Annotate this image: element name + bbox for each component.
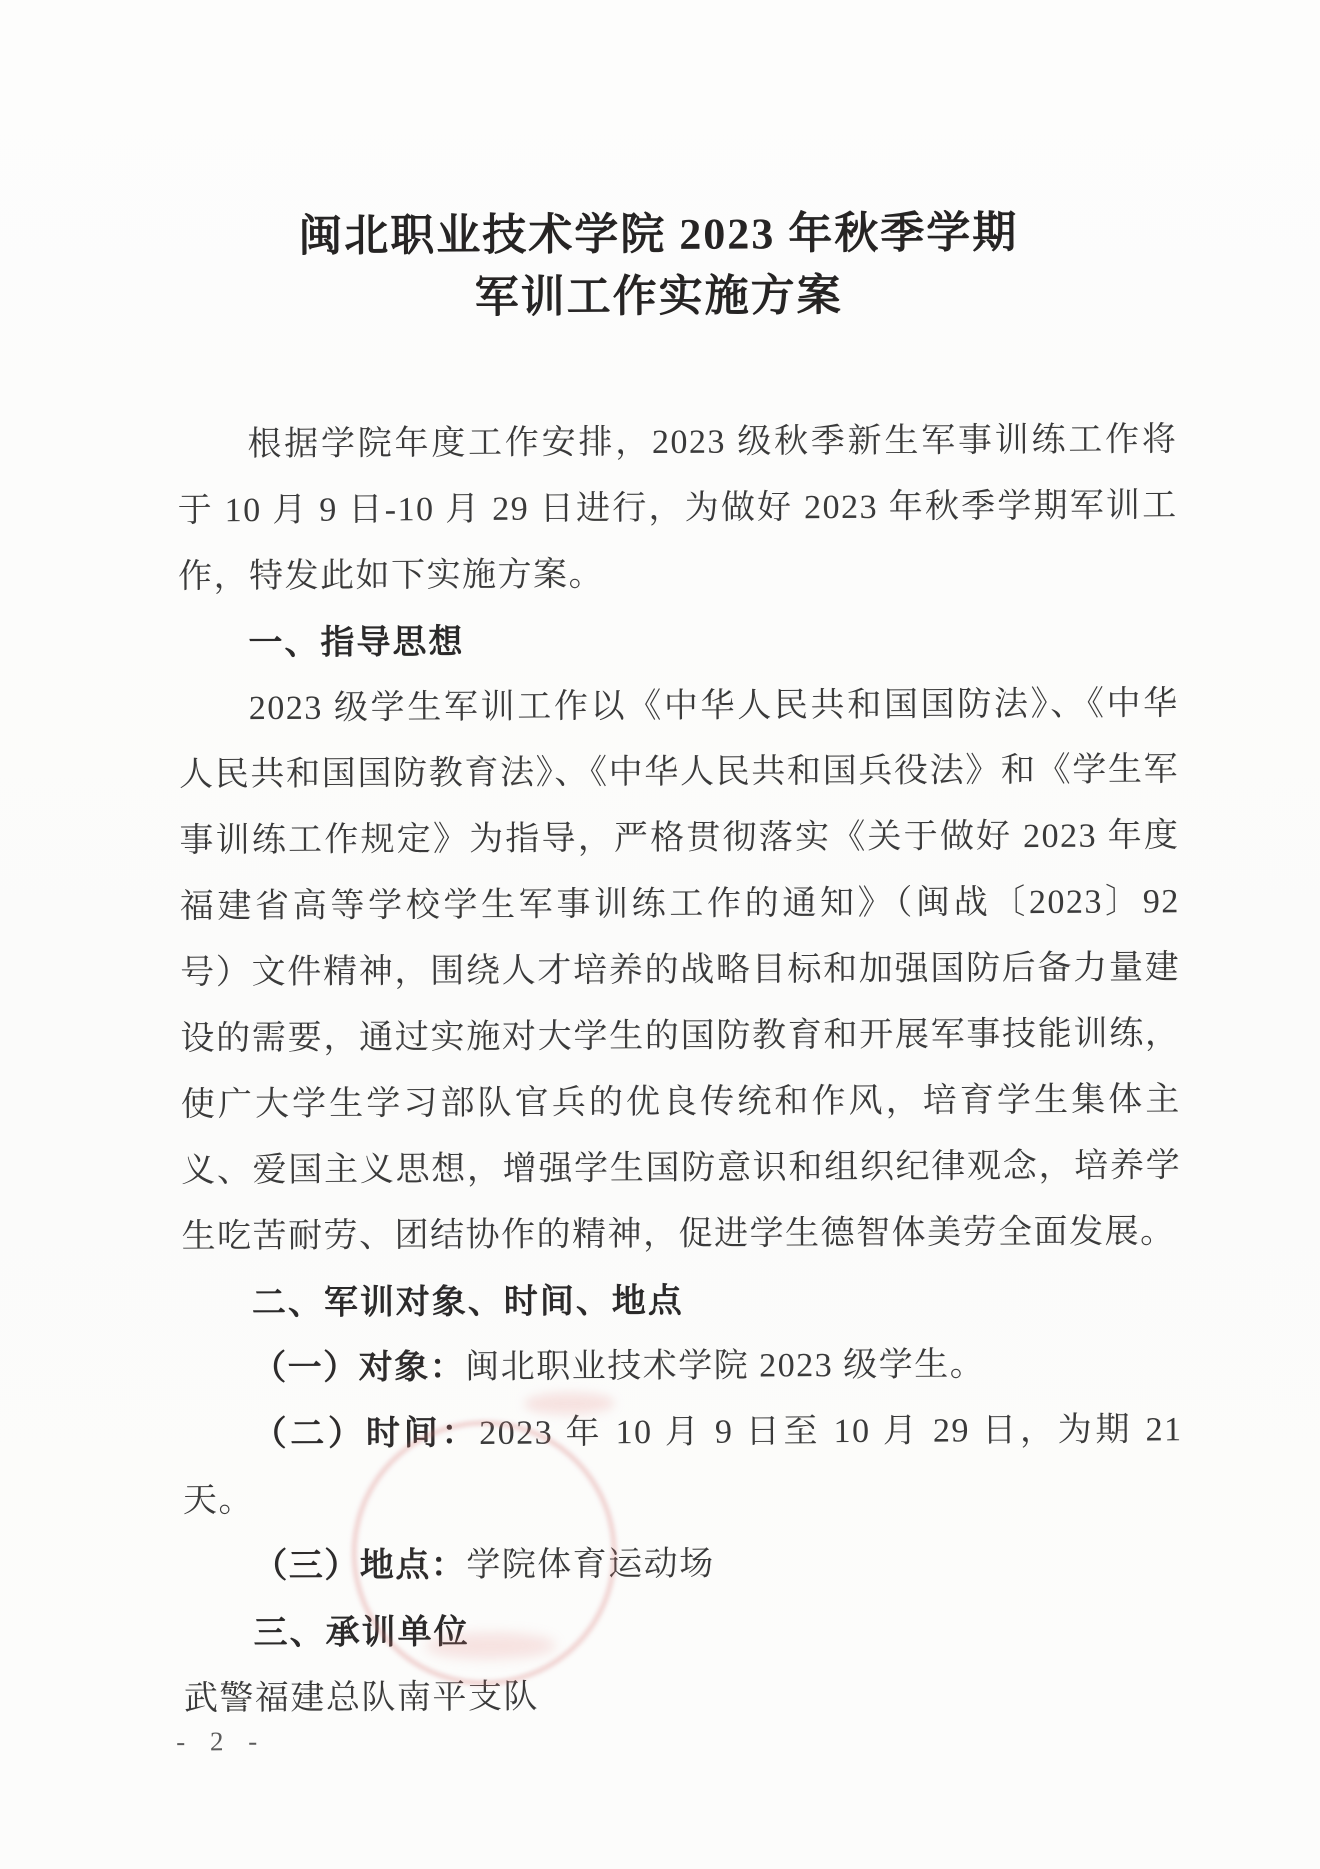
list-item-target (182, 1331, 1182, 1402)
document-title (0, 201, 1319, 332)
item-label-target: （一）对象： (252, 1349, 466, 1388)
page-number: - 2 - (176, 1726, 267, 1757)
intro-paragraph: 根据学院年度工作安排，2023 级秋季新生军事训练工作将于 10 月 9 日-10 月 29 日进行，为做好 2023 年秋季学期军训工作，特发此如下实施方案。 (177, 421, 1178, 596)
item-label-location: （三）地点： (253, 1547, 467, 1586)
title-line-2: 军训工作实施方案 (474, 271, 843, 322)
section3-paragraph: 武警福建总队南平支队 (183, 1678, 540, 1718)
section1-heading: 一、指导思想 (248, 623, 465, 663)
list-item-location (183, 1529, 1183, 1600)
item-text-location: 学院体育运动场 (466, 1545, 715, 1585)
section3-heading: 三、承训单位 (253, 1613, 470, 1653)
section1-paragraph: 2023 级学生军训工作以《中华人民共和国国防法》、《中华人民共和国国防教育法》、《中华人民共和国兵役法》和《学生军事训练工作规定》为指导，严格贯彻落实《关于做好 2023 年度福建省高等学校学生军事训练工作的通知》（闽战〔2023〕92 号）文件精神，围绕人才培养的战略目标和加强国防后备力量建设的需要，通过实施对大学生的国防教育和开展军事技能训练，使广大学生学习部队官兵的优良传统和作风，培育学生集体主义、爱国主义思想，增强学生国防意识和组织纪律观念，培养学生吃苦耐劳、团结协作的精神，促进学生德智体美劳全面发展。 (179, 685, 1182, 1256)
list-item-time (182, 1397, 1183, 1534)
title-line-1: 闽北职业技术学院 2023 年秋季学期 (298, 208, 1019, 261)
item-label-time: （二）时间： (252, 1414, 480, 1454)
section2-heading: 二、军训对象、时间、地点 (251, 1281, 684, 1323)
document-body (177, 407, 1184, 1732)
item-text-target: 闽北职业技术学院 2023 级学生。 (465, 1346, 986, 1387)
item-text-time: 2023 年 10 月 9 日至 10 月 29 日，为期 21 天。 (182, 1411, 1183, 1520)
